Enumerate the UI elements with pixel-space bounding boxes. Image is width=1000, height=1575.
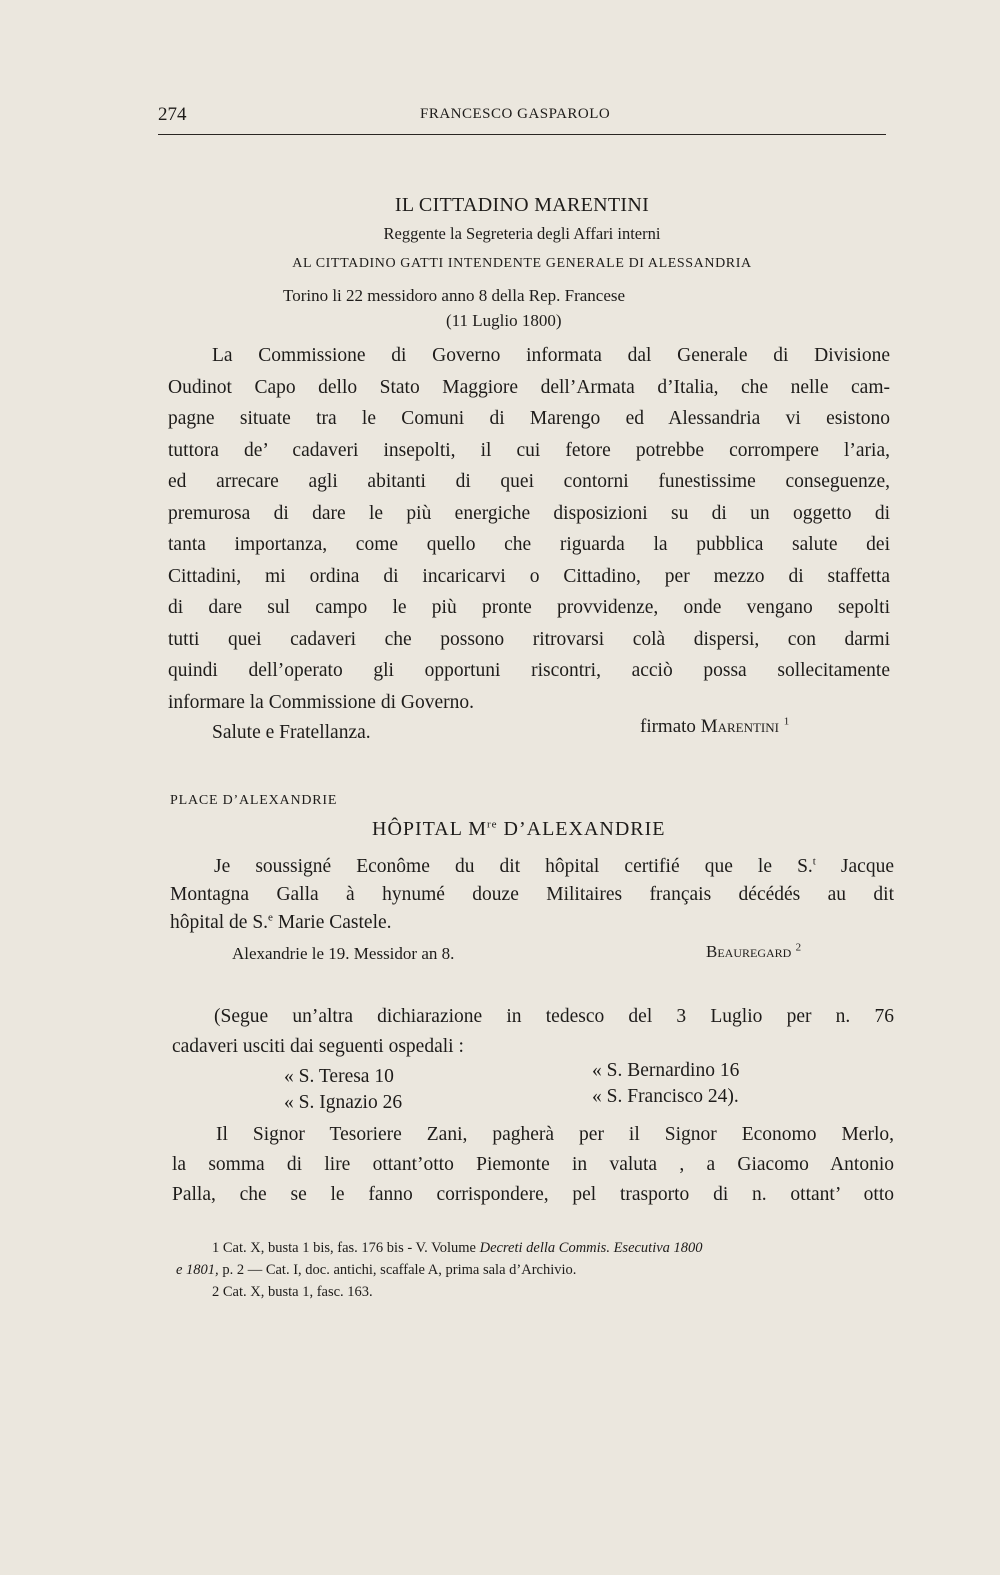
letter-title: IL CITTADINO MARENTINI [394, 194, 650, 216]
footnote-italic: e 1801, [176, 1262, 219, 1278]
certificate-sup: t [812, 855, 816, 868]
signature-name: Marentini [700, 716, 779, 737]
payment-paragraph [172, 1124, 894, 1214]
body-line: tuttora de’ cadaveri insepolti, il cui fetore potrebbe corrompere l’aria, [168, 439, 890, 461]
certificate-line [170, 912, 894, 940]
certificate-text: Marie Castele. [272, 912, 392, 933]
payment-line: la somma di lire ottant’otto Piemonte in valuta , a Giacomo Antonio [172, 1154, 894, 1175]
payment-line: Il Signor Tesoriere Zani, pagherà per il Signor Economo Merlo, [216, 1124, 894, 1145]
hospital-title [372, 818, 666, 841]
body-line: quindi dell’operato gli opportuni riscontri, acciò possa sollecitamente [168, 660, 890, 681]
certificate-text: Je soussigné Econôme du dit hôpital certifié que le S. [214, 856, 813, 877]
certificate-line: Montagna Galla à hynumé douze Militaires français décédés au dit [170, 884, 894, 905]
hospital-title-a: HÔPITAL M [372, 818, 487, 840]
segue-line: cadaveri usciti dai seguenti ospedali : [172, 1036, 464, 1057]
certificate-line [170, 856, 894, 884]
letter-subtitle: Reggente la Segreteria degli Affari interni [383, 224, 661, 243]
segue-line: (Segue un’altra dichiarazione in tedesco del 3 Luglio per n. 76 [214, 1006, 894, 1027]
certificate-signer: Beauregard [706, 942, 792, 961]
hospital-entry: « S. Bernardino 16 [592, 1060, 740, 1081]
body-line: tutti quei cadaveri che possono ritrovarsi colà dispersi, con darmi [168, 628, 890, 650]
body-line: pagne situate tra le Comuni di Marengo ed Alessandria vi esistono [168, 408, 890, 429]
footnote-ref: 1 [783, 715, 790, 728]
header-rule [158, 134, 886, 135]
body-line: tanta importanza, come quello che riguarda la pubblica salute dei [168, 534, 890, 555]
hospital-title-b: D’ALEXANDRIE [497, 818, 666, 840]
body-line: Oudinot Capo dello Stato Maggiore dell’Armata d’Italia, che nelle cam- [168, 376, 890, 398]
place-heading: PLACE D’ALEXANDRIE [170, 793, 338, 808]
footnote-italic: Decreti della Commis. Esecutiva 1800 [479, 1240, 703, 1256]
footnote-1 [176, 1240, 896, 1262]
letter-date-line: Torino li 22 messidoro anno 8 della Rep. Francese [283, 286, 626, 305]
page-number: 274 [158, 104, 187, 125]
footnote-text: p. 2 — Cat. I, doc. antichi, scaffale A, prima sala d’Archivio. [218, 1262, 577, 1278]
hospital-entry: « S. Francisco 24). [592, 1086, 739, 1107]
certificate-signature [706, 942, 801, 962]
certificate-sup: e [268, 911, 273, 924]
body-line: La Commissione di Governo informata dal Generale di Divisione [212, 345, 890, 366]
letter-body [168, 345, 890, 723]
hospital-entry: « S. Ignazio 26 [284, 1092, 403, 1113]
body-line: Cittadini, mi ordina di incaricarvi o Cittadino, per mezzo di staffetta [168, 565, 890, 587]
body-line: ed arrecare agli abitanti di quei contorni funestissime conseguenze, [168, 471, 890, 492]
footnotes [176, 1240, 896, 1306]
letter-addressee: AL CITTADINO GATTI INTENDENTE GENERALE DI ALESSANDRIA [292, 256, 752, 271]
signature-prefix: firmato [640, 716, 696, 737]
certificate-text: hôpital de S. [170, 912, 269, 933]
hospital-entry: « S. Teresa 10 [284, 1066, 394, 1087]
footnote-ref: 2 [795, 941, 802, 954]
letter-closing: Salute e Fratellanza. [212, 722, 371, 743]
hospital-title-sup: re [487, 818, 498, 831]
footnote-1-cont [176, 1262, 896, 1284]
body-line: di dare sul campo le più pronte provvidenze, onde vengano sepolti [168, 597, 890, 618]
certificate-body [170, 856, 894, 940]
body-line: informare la Commissione di Governo. [168, 691, 474, 713]
certificate-text: Jacque [815, 856, 894, 877]
page-header [158, 104, 886, 134]
letter-date-paren: (11 Luglio 1800) [446, 311, 562, 330]
running-title: FRANCESCO GASPAROLO [420, 106, 611, 122]
letter-signature [640, 716, 789, 738]
body-line: premurosa di dare le più energiche disposizioni su di un oggetto di [168, 502, 890, 524]
footnote-2: 2 Cat. X, busta 1, fasc. 163. [212, 1284, 373, 1300]
footnote-text: 1 Cat. X, busta 1 bis, fas. 176 bis - V. Volume [212, 1240, 480, 1256]
payment-line: Palla, che se le fanno corrispondere, pel trasporto di n. ottant’ otto [172, 1184, 894, 1205]
certificate-date: Alexandrie le 19. Messidor an 8. [232, 944, 455, 963]
segue-block [172, 1006, 894, 1066]
